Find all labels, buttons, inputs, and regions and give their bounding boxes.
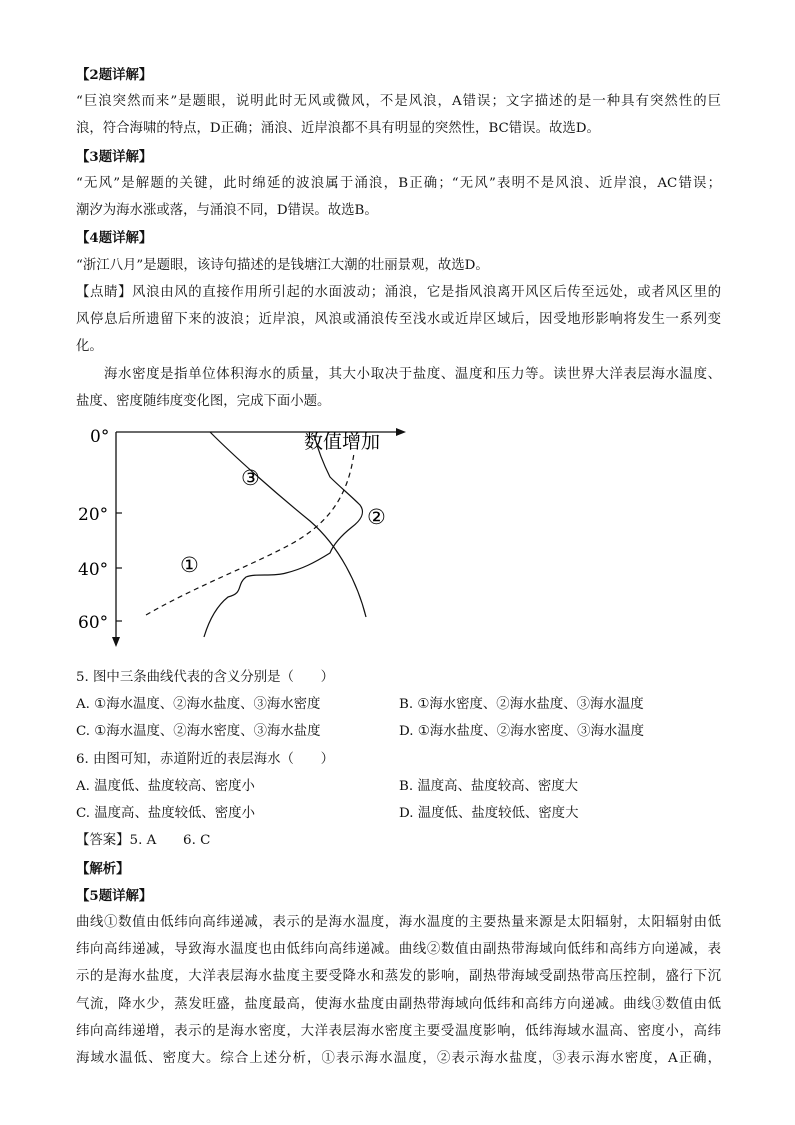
q5-detail-line-4: 气流，降水少，蒸发旺盛，盐度最高，使海水盐度由副热带海域向低纬和高纬方向递减。曲线③数值由低 (76, 997, 721, 1012)
q5-detail-line-6: 海域水温低、密度大。综合上述分析，①表示海水温度，②表示海水盐度，③表示海水密度，A正确， (76, 1051, 721, 1066)
q5-detail-line-1: 曲线①数值由低纬向高纬递减，表示的是海水温度，海水温度的主要热量来源是太阳辐射，太阳辐射由低 (76, 915, 721, 930)
tick-label-0: 0° (90, 427, 110, 447)
q5-detail-header: 【5题详解】 (76, 888, 153, 904)
q2-header: 【2题详解】 (76, 67, 153, 83)
tick-label-40: 40° (78, 560, 109, 580)
q6-option-b[interactable]: B. 温度高、盐度较高、密度大 (399, 779, 579, 794)
tick-label-20: 20° (78, 505, 109, 525)
q6-option-d[interactable]: D. 温度低、盐度较低、密度大 (399, 806, 579, 821)
q3-line-2: 潮汐为海水涨或落，与涌浪不同，D错误。故选B。 (76, 203, 378, 218)
y-axis-arrow (112, 637, 120, 647)
q5-detail-line-2: 纬向高纬递减，导致海水温度也由低纬向高纬递减。曲线②数值由副热带海域向低纬和高纬方向递减，表 (76, 942, 721, 957)
q5-option-d[interactable]: D. ①海水盐度、②海水密度、③海水温度 (399, 724, 645, 739)
x-axis-label: 数值增加 (304, 431, 381, 453)
q5-option-a[interactable]: A. ①海水温度、②海水盐度、③海水密度 (76, 697, 321, 712)
curve-3-solid (210, 432, 366, 617)
curve-label-1: ① (180, 553, 199, 577)
intro-line-2: 盐度、密度随纬度变化图，完成下面小题。 (76, 394, 331, 409)
q6-option-a[interactable]: A. 温度低、盐度较高、密度小 (76, 779, 255, 794)
tick-label-60: 60° (78, 613, 109, 633)
q5-option-c[interactable]: C. ①海水温度、②海水密度、③海水盐度 (76, 724, 321, 739)
q3-line-1: “无风”是解题的关键，此时绵延的波浪属于涌浪，B正确；“无风”表明不是风浪、近岸浪，AC错误； (76, 176, 721, 191)
analysis-header: 【解析】 (76, 861, 130, 877)
q6-stem: 6. 由图可知，赤道附近的表层海水（ ） (76, 752, 335, 767)
answer-line: 【答案】5. A 6. C (76, 833, 211, 848)
tip-line-3: 化。 (76, 339, 103, 354)
q2-line-1: “巨浪突然而来”是题眼，说明此时无风或微风，不是风浪，A错误；文字描述的是一种具有突然性的巨 (76, 94, 721, 109)
q5-stem: 5. 图中三条曲线代表的含义分别是（ ） (76, 670, 335, 685)
q5-detail-line-3: 示的是海水盐度，大洋表层海水盐度主要受降水和蒸发的影响，副热带海域受副热带高压控制，盛行下沉 (76, 969, 721, 984)
curve-label-3: ③ (241, 466, 260, 490)
intro-line-1: 海水密度是指单位体积海水的质量，其大小取决于盐度、温度和压力等。读世界大洋表层海水温度、 (104, 367, 721, 382)
curve-label-2: ② (367, 505, 386, 529)
q5-option-b[interactable]: B. ①海水密度、②海水盐度、③海水温度 (399, 697, 644, 712)
latitude-curves-figure (78, 425, 418, 650)
q2-line-2: 浪，符合海啸的特点，D正确；涌浪、近岸浪都不具有明显的突然性，BC错误。故选D。 (76, 121, 600, 136)
q5-detail-line-5: 纬向高纬递增，表示的是海水密度，大洋表层海水密度主要受温度影响，低纬海域水温高、密度小，高纬 (76, 1024, 721, 1039)
q4-header: 【4题详解】 (76, 230, 153, 246)
q6-option-c[interactable]: C. 温度高、盐度较低、密度小 (76, 806, 255, 821)
q3-header: 【3题详解】 (76, 149, 153, 165)
tip-line-2: 风停息后所遗留下来的波浪；近岸浪，风浪或涌浪传至浅水或近岸区域后，因受地形影响将发生一系列变 (76, 312, 721, 327)
tip-line-1: 【点睛】风浪由风的直接作用所引起的水面波动；涌浪，它是指风浪离开风区后传至远处，或者风区里的 (76, 285, 721, 300)
curve-2-wavy (204, 435, 362, 637)
x-axis-arrow (396, 428, 406, 436)
q4-line-1: “浙江八月”是题眼，该诗句描述的是钱塘江大潮的壮丽景观，故选D。 (76, 258, 489, 273)
